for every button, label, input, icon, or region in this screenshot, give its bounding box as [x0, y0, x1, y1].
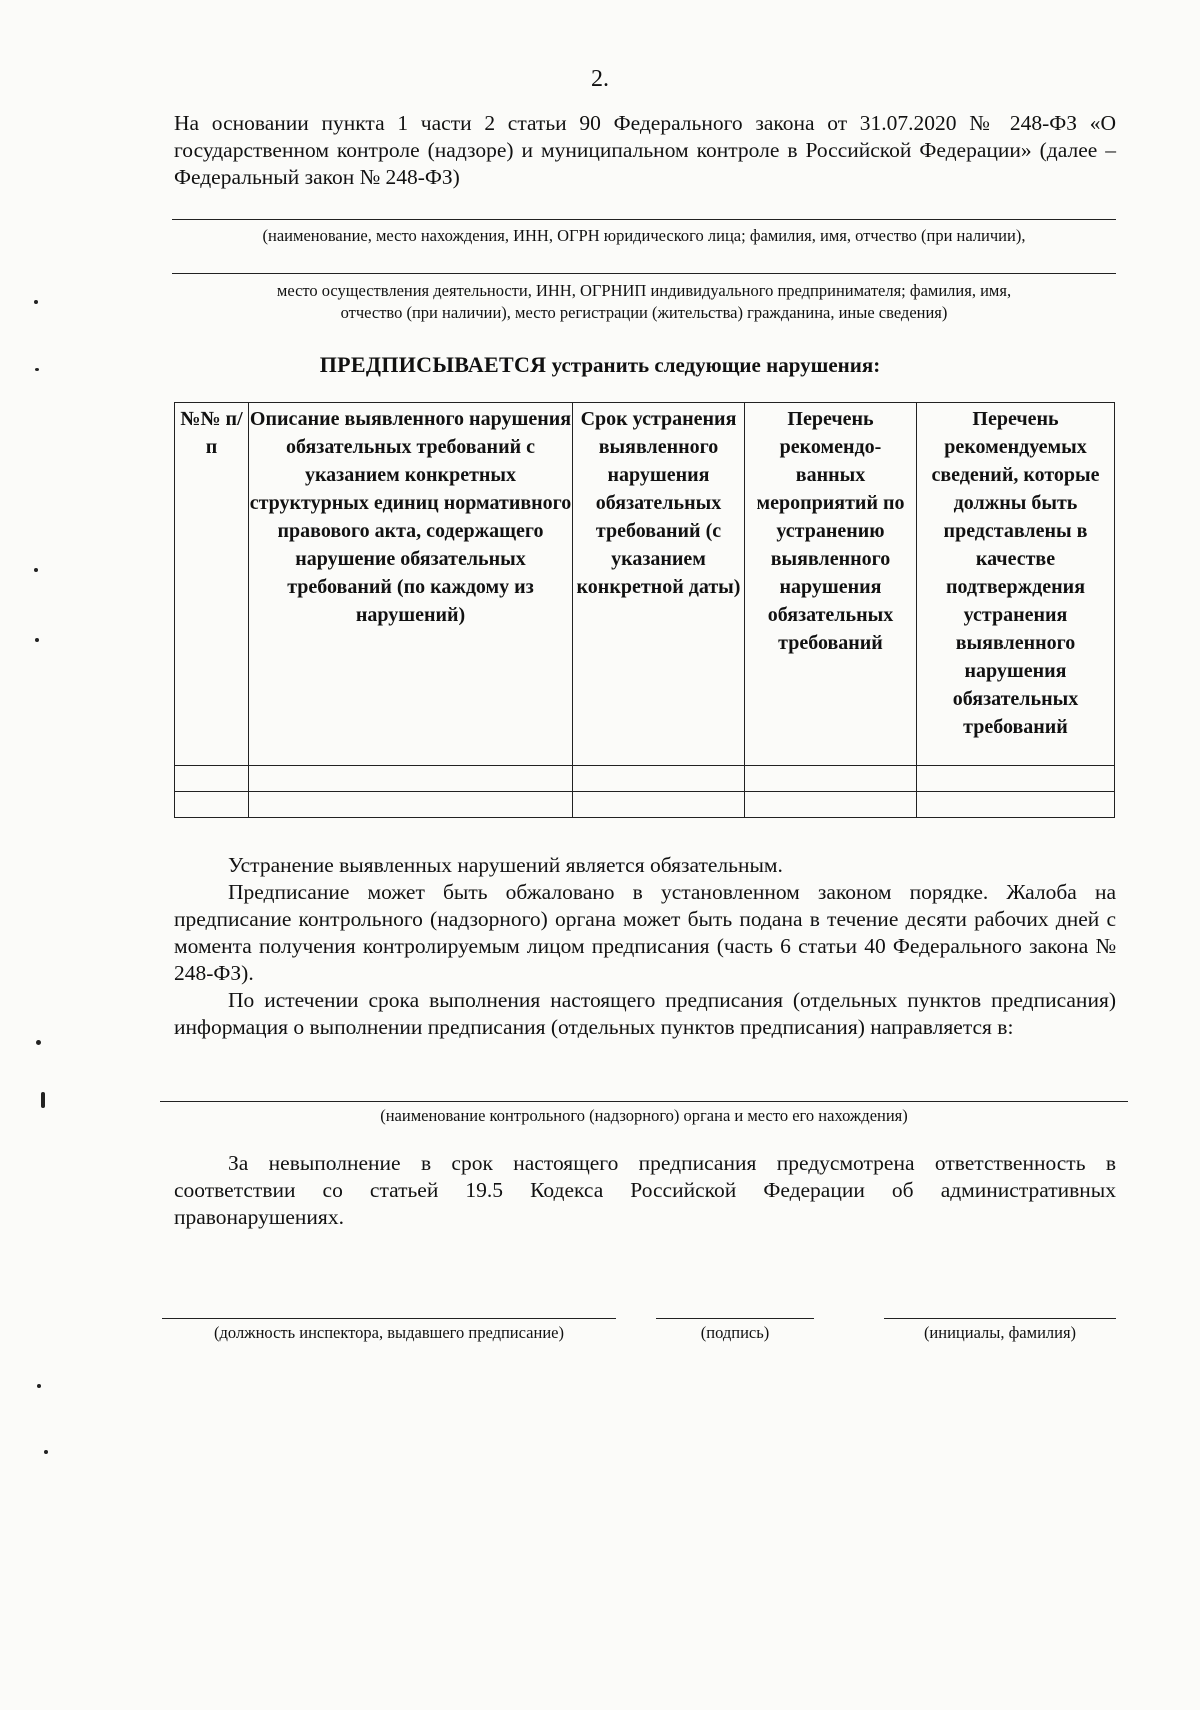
table-cell[interactable] — [573, 766, 745, 792]
name-line — [884, 1318, 1116, 1319]
page-number: 2. — [591, 66, 609, 92]
authority-line — [160, 1101, 1128, 1102]
table-cell[interactable] — [573, 792, 745, 818]
table-cell[interactable] — [175, 766, 249, 792]
table-cell[interactable] — [745, 766, 917, 792]
appeal-paragraph: Предписание может быть обжаловано в установленном законом порядке. Жалоба на предписание контрольного (надзорного) органа может быть подана в течение десяти рабочих дней с момента получения контролируемым лицом предписания (часть 6 статьи 40 Федерального закона № 248-ФЗ). — [174, 880, 1116, 985]
scan-speck — [44, 1450, 48, 1454]
legal-basis-paragraph: На основании пункта 1 части 2 статьи 90 Федерального закона от 31.07.2020 № 248-ФЗ «О государственном контроле (надзоре) и муниципальном контроле в Российской Федерации» (далее – Федеральный закон № 248-ФЗ) — [174, 111, 1116, 189]
liability-paragraph: За невыполнение в срок настоящего предписания предусмотрена ответственность в соответствии со статьей 19.5 Кодекса Российской Федерации об административных правонарушениях. — [174, 1151, 1116, 1229]
table-cell[interactable] — [917, 766, 1115, 792]
signature-line — [656, 1318, 814, 1319]
col-header-measures: Перечень рекомендо-ванных мероприятий по устранению выявленного нарушения обязательных требований — [745, 403, 917, 766]
scan-speck — [37, 1384, 41, 1388]
entity-line-2 — [172, 273, 1116, 274]
col-header-number: №№ п/п — [175, 403, 249, 766]
col-header-description: Описание выявленного нарушения обязательных требований с указанием конкретных структурных единиц нормативного правового акта, содержащего нарушение обязательных требований (по каждому из нарушений) — [249, 403, 573, 766]
table-cell[interactable] — [249, 792, 573, 818]
scan-speck — [34, 568, 38, 572]
signature-caption: (подпись) — [700, 1323, 770, 1342]
table-header-row — [175, 403, 1115, 766]
authority-caption: (наименование контрольного (надзорного) органа и место его нахождения) — [380, 1106, 908, 1125]
scan-speck — [34, 300, 38, 304]
table-row — [175, 792, 1115, 818]
table-cell[interactable] — [175, 792, 249, 818]
table-cell[interactable] — [917, 792, 1115, 818]
table-cell[interactable] — [249, 766, 573, 792]
violations-table — [174, 402, 1115, 818]
scan-speck — [36, 1040, 41, 1045]
col-header-evidence: Перечень рекомендуемых сведений, которые должны быть представлены в качестве подтверждения устранения выявленного нарушения обязательных требований — [917, 403, 1115, 766]
heading-strong: ПРЕДПИСЫВАЕТСЯ — [319, 352, 547, 377]
report-paragraph: По истечении срока выполнения настоящего предписания (отдельных пунктов предписания) информация о выполнении предписания (отдельных пунктов предписания) направляется в: — [174, 988, 1116, 1039]
entity-caption-1: (наименование, место нахождения, ИНН, ОГРН юридического лица; фамилия, имя, отчество (при наличии), — [262, 226, 1026, 245]
table-cell[interactable] — [745, 792, 917, 818]
scan-speck — [35, 638, 39, 642]
heading-rest: устранить следующие нарушения: — [551, 353, 881, 377]
table-row — [175, 766, 1115, 792]
position-line — [162, 1318, 616, 1319]
section-heading — [0, 352, 1200, 378]
scan-speck — [35, 368, 39, 371]
scan-speck — [41, 1092, 45, 1108]
position-caption: (должность инспектора, выдавшего предписание) — [214, 1323, 564, 1342]
name-caption: (инициалы, фамилия) — [923, 1323, 1077, 1342]
entity-caption-3: отчество (при наличии), место регистрации (жительства) гражданина, иные сведения) — [340, 303, 948, 322]
entity-line-1 — [172, 219, 1116, 220]
entity-caption-2: место осуществления деятельности, ИНН, ОГРНИП индивидуального предпринимателя; фамилия, имя, — [276, 281, 1012, 300]
col-header-deadline: Срок устранения выявленного нарушения обязательных требований (с указанием конкретной даты) — [573, 403, 745, 766]
mandatory-paragraph: Устранение выявленных нарушений является обязательным. — [228, 853, 783, 877]
